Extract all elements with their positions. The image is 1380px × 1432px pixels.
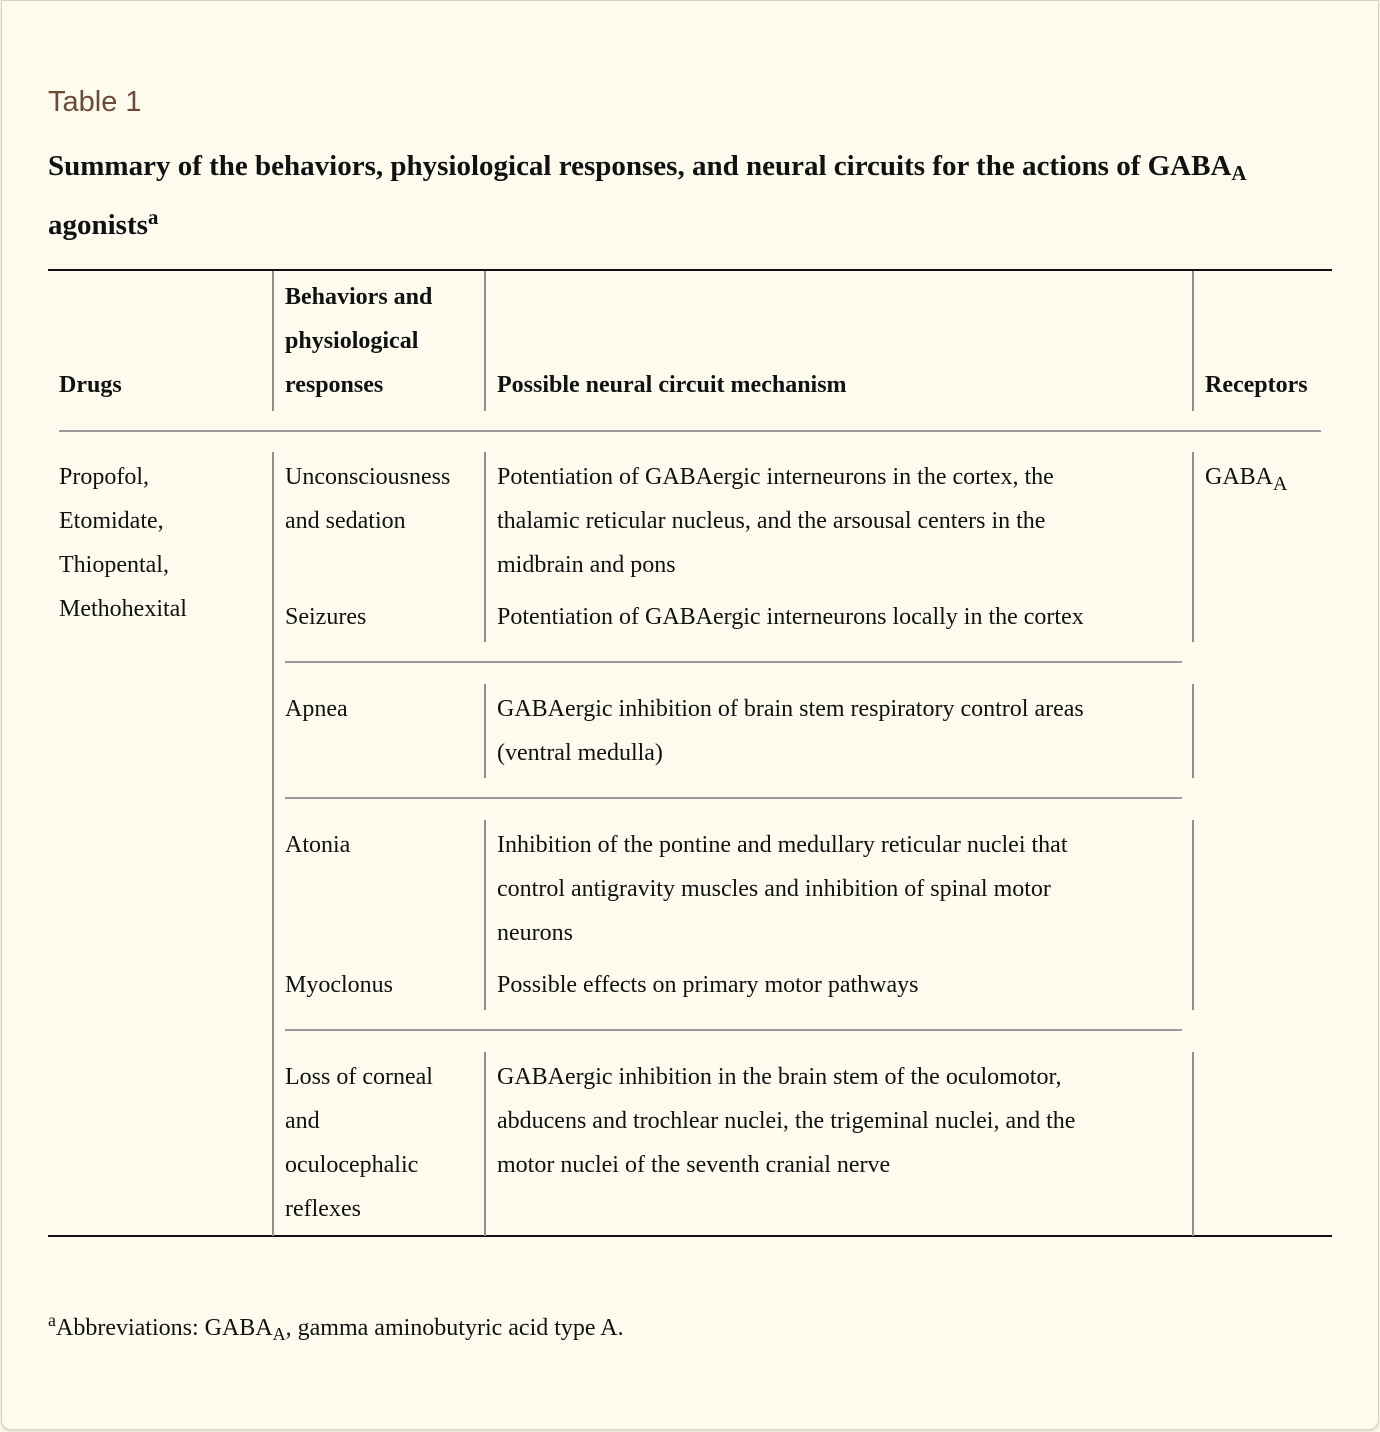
header-vline-3: [1192, 271, 1194, 411]
row-group-divider-3: [285, 1029, 1182, 1031]
behavior-cell: Atonia: [285, 832, 351, 858]
table-top-rule: [48, 269, 1332, 271]
table-label: Table 1: [48, 86, 142, 118]
behavior-cell: Seizures: [285, 604, 367, 630]
behavior-cell: and sedation: [285, 508, 406, 534]
row-group-divider-2: [285, 797, 1182, 799]
mechanism-cell: Potentiation of GABAergic interneurons locally in the cortex: [497, 604, 1084, 630]
mechanism-cell: neurons: [497, 920, 573, 946]
body-vline-2d: [484, 1052, 486, 1236]
drug-name: Methohexital: [59, 596, 187, 622]
mechanism-cell: control antigravity muscles and inhibition of spinal motor: [497, 876, 1051, 902]
table-caption: [48, 144, 1308, 247]
body-vline-3c: [1192, 820, 1194, 1010]
mechanism-cell: midbrain and pons: [497, 552, 676, 578]
header-mechanism: Possible neural circuit mechanism: [497, 372, 847, 398]
header-divider: [59, 430, 1321, 432]
mechanism-cell: GABAergic inhibition of brain stem respiratory control areas: [497, 696, 1084, 722]
mechanism-cell: Potentiation of GABAergic interneurons in the cortex, the: [497, 464, 1054, 490]
header-vline-1: [272, 271, 274, 411]
mechanism-cell: Inhibition of the pontine and medullary reticular nuclei that: [497, 832, 1068, 858]
body-vline-3d: [1192, 1052, 1194, 1236]
mechanism-cell: motor nuclei of the seventh cranial nerve: [497, 1152, 891, 1178]
receptor-main: GABA: [1205, 464, 1274, 490]
drug-name: Thiopental,: [59, 552, 169, 578]
mechanism-cell: Possible effects on primary motor pathways: [497, 972, 919, 998]
header-behaviors-3: responses: [285, 372, 384, 398]
behavior-cell: Apnea: [285, 696, 348, 722]
mechanism-cell: GABAergic inhibition in the brain stem of the oculomotor,: [497, 1064, 1062, 1090]
receptor-value: [1205, 455, 1287, 506]
caption-subscript: A: [1231, 161, 1247, 185]
footnote-subscript: A: [272, 1324, 286, 1344]
behavior-cell: Loss of corneal: [285, 1064, 433, 1090]
caption-footnote-marker: a: [147, 205, 159, 229]
table-bottom-rule: [48, 1235, 1332, 1237]
table-footnote: [48, 1310, 624, 1345]
body-vline-3a: [1192, 452, 1194, 642]
header-behaviors-1: Behaviors and: [285, 284, 433, 310]
mechanism-cell: thalamic reticular nucleus, and the arsousal centers in the: [497, 508, 1046, 534]
behavior-cell: Myoclonus: [285, 972, 393, 998]
footnote-marker: a: [48, 1310, 56, 1330]
footnote-text-before: Abbreviations: GABA: [56, 1315, 273, 1341]
header-drugs: Drugs: [59, 372, 122, 398]
body-vline-2c: [484, 820, 486, 1010]
behavior-cell: oculocephalic: [285, 1152, 419, 1178]
header-receptors: Receptors: [1205, 372, 1308, 398]
caption-main: Summary of the behaviors, physiological responses, and neural circuits for the actions of GABA: [48, 150, 1232, 182]
body-vline-2a: [484, 452, 486, 642]
body-vline-2b: [484, 684, 486, 778]
body-vline-3b: [1192, 684, 1194, 778]
receptor-subscript: A: [1273, 473, 1288, 495]
header-vline-2: [484, 271, 486, 411]
mechanism-cell: abducens and trochlear nuclei, the trigeminal nuclei, and the: [497, 1108, 1076, 1134]
behavior-cell: Unconsciousness: [285, 464, 451, 490]
mechanism-cell: (ventral medulla): [497, 740, 663, 766]
behavior-cell: and: [285, 1108, 320, 1134]
drug-name: Propofol,: [59, 464, 149, 490]
caption-tail: agonists: [48, 209, 148, 241]
header-behaviors-2: physiological: [285, 328, 419, 354]
row-group-divider-1: [285, 661, 1182, 663]
behavior-cell: reflexes: [285, 1196, 361, 1222]
footnote-text-after: , gamma aminobutyric acid type A.: [285, 1315, 624, 1341]
body-vline-1: [272, 452, 274, 1236]
drug-name: Etomidate,: [59, 508, 164, 534]
